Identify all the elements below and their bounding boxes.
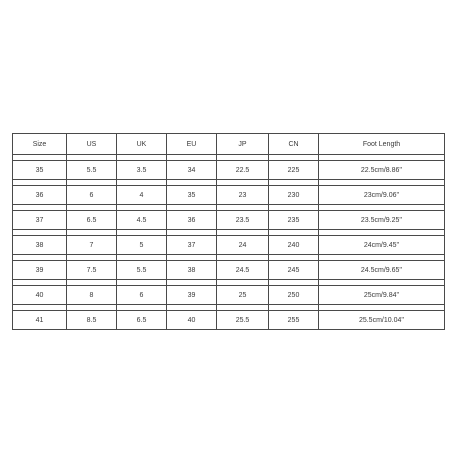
header-eu: EU [167,134,217,155]
cell-eu: 35 [167,186,217,205]
cell-us: 7 [67,236,117,255]
cell-uk: 5.5 [117,261,167,280]
cell-uk: 3.5 [117,161,167,180]
cell-us: 8.5 [67,311,117,330]
table-row [13,236,445,255]
cell-uk: 4 [117,186,167,205]
cell-uk: 5 [117,236,167,255]
cell-us: 8 [67,286,117,305]
header-uk: UK [117,134,167,155]
header-row [13,134,445,155]
table-row [13,211,445,230]
cell-cn: 235 [269,211,319,230]
cell-cn: 250 [269,286,319,305]
cell-cn: 240 [269,236,319,255]
cell-uk: 6 [117,286,167,305]
cell-foot-length: 24cm/9.45'' [319,236,445,255]
cell-jp: 24.5 [217,261,269,280]
header-foot-length: Foot Length [319,134,445,155]
cell-us: 6.5 [67,211,117,230]
table-row [13,161,445,180]
cell-uk: 6.5 [117,311,167,330]
cell-jp: 23 [217,186,269,205]
cell-eu: 38 [167,261,217,280]
cell-size: 40 [13,286,67,305]
cell-size: 37 [13,211,67,230]
cell-us: 5.5 [67,161,117,180]
cell-size: 36 [13,186,67,205]
cell-jp: 25.5 [217,311,269,330]
cell-uk: 4.5 [117,211,167,230]
cell-size: 35 [13,161,67,180]
table-row [13,261,445,280]
cell-us: 6 [67,186,117,205]
cell-foot-length: 22.5cm/8.86'' [319,161,445,180]
header-jp: JP [217,134,269,155]
cell-jp: 22.5 [217,161,269,180]
size-chart-table [12,133,445,330]
header-cn: CN [269,134,319,155]
cell-cn: 245 [269,261,319,280]
cell-size: 38 [13,236,67,255]
cell-eu: 36 [167,211,217,230]
cell-foot-length: 23.5cm/9.25'' [319,211,445,230]
cell-foot-length: 23cm/9.06'' [319,186,445,205]
table-row [13,186,445,205]
cell-us: 7.5 [67,261,117,280]
cell-jp: 23.5 [217,211,269,230]
cell-eu: 34 [167,161,217,180]
cell-foot-length: 25.5cm/10.04'' [319,311,445,330]
header-us: US [67,134,117,155]
header-size: Size [13,134,67,155]
cell-size: 41 [13,311,67,330]
cell-jp: 24 [217,236,269,255]
table-row [13,286,445,305]
cell-foot-length: 25cm/9.84'' [319,286,445,305]
cell-jp: 25 [217,286,269,305]
cell-foot-length: 24.5cm/9.65'' [319,261,445,280]
cell-eu: 40 [167,311,217,330]
cell-cn: 255 [269,311,319,330]
cell-size: 39 [13,261,67,280]
table-row [13,311,445,330]
cell-cn: 230 [269,186,319,205]
cell-eu: 37 [167,236,217,255]
cell-cn: 225 [269,161,319,180]
cell-eu: 39 [167,286,217,305]
